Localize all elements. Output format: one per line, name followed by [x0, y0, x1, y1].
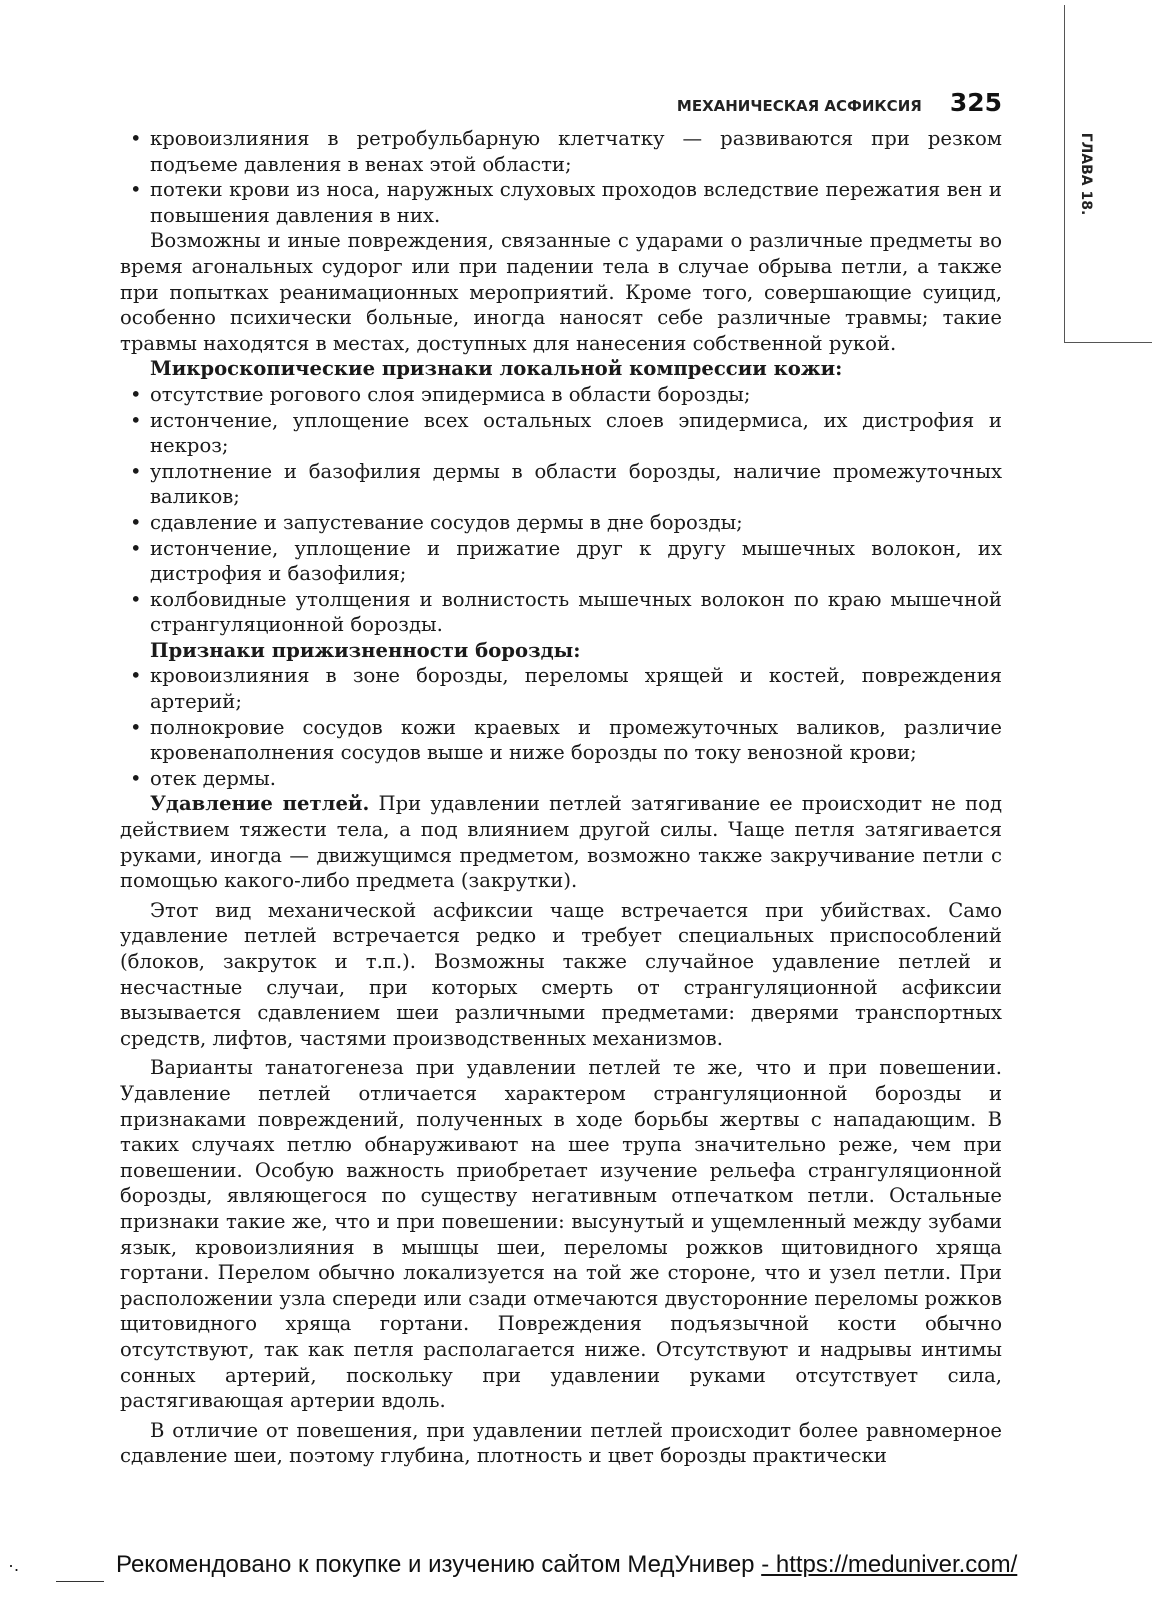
- list-item: • потеки крови из носа, наружных слуховых проходов вследствие пережатия вен и повышения давления в них.: [120, 177, 1002, 228]
- footer-marks: ·.: [8, 1555, 19, 1575]
- footer-recommendation: Рекомендовано к покупке и изучению сайтом МедУнивер: [116, 1551, 755, 1578]
- paragraph-difference-from-hanging: В отличие от повешения, при удавлении петлей происходит более равномерное сдавление шеи, поэтому глубина, плотность и цвет борозды практически: [120, 1418, 1002, 1468]
- page-body: [120, 126, 1002, 1469]
- paragraph-homicide-cases: Этот вид механической асфиксии чаще встречается при убийствах. Само удавление петлей встречается редко и требует специальных приспособлений (блоков, закруток и т.п.). Возможны также случайное удавление петлей и несчастные случаи, при которых смерть от странгуляционной асфиксии вызывается сдавлением шеи различными предметами: дверями транспортных средств, лифтов, частями производственных механизмов.: [120, 898, 1002, 1050]
- list-item: • сдавление и запустевание сосудов дермы в дне борозды;: [120, 510, 1002, 536]
- running-header-title: МЕХАНИЧЕСКАЯ АСФИКСИЯ: [676, 97, 922, 115]
- list-item: • отсутствие рогового слоя эпидермиса в области борозды;: [120, 382, 1002, 408]
- list-item: • колбовидные утолщения и волнистость мышечных волокон по краю мышечной странгуляционной борозды.: [120, 587, 1002, 638]
- list-item: • уплотнение и базофилия дермы в области борозды, наличие промежуточных валиков;: [120, 459, 1002, 510]
- bullet-list-bleeding: [120, 126, 1002, 228]
- footer-rule: [56, 1581, 104, 1582]
- footer-link[interactable]: - https://meduniver.com/: [761, 1551, 1018, 1578]
- list-item: • отек дермы.: [120, 766, 1002, 792]
- chapter-side-tab: [1072, 128, 1100, 228]
- list-item: • кровоизлияния в зоне борозды, переломы хрящей и костей, повреждения артерий;: [120, 663, 1002, 714]
- bullet-list-microscopic-signs: [120, 382, 1002, 638]
- side-tab-rule-horizontal: [1064, 342, 1152, 343]
- list-item: • истончение, уплощение всех остальных слоев эпидермиса, их дистрофия и некроз;: [120, 408, 1002, 459]
- footer-text: [116, 1551, 1017, 1579]
- subheading-microscopic-signs: Микроскопические признаки локальной компрессии кожи:: [150, 357, 843, 381]
- paragraph-text: При удавлении петлей затягивание ее происходит не под действием тяжести тела, а под влиянием другой силы. Чаще петля затягивается руками, иногда — движущимся предметом, возможно также закручивание петли с помощью какого-либо предмета (закрутки).: [120, 792, 1003, 893]
- page-number: 325: [949, 88, 1002, 117]
- paragraph-ligature-strangulation: [120, 791, 1002, 893]
- side-tab-rule-vertical: [1064, 5, 1065, 342]
- paragraph-other-injuries: Возможны и иные повреждения, связанные с ударами о различные предметы во время агональных судорог или при падении тела в случае обрыва петли, а также при попытках реанимационных мероприятий. Кроме того, совершающие суицид, особенно психически больные, иногда наносят себе различные травмы; такие травмы находятся в местах, доступных для нанесения собственной рукой.: [120, 229, 1002, 355]
- list-item: • кровоизлияния в ретробульбарную клетчатку — развиваются при резком подъеме давления в венах этой области;: [120, 126, 1002, 177]
- list-item: • истончение, уплощение и прижатие друг к другу мышечных волокон, их дистрофия и базофилия;: [120, 536, 1002, 587]
- bullet-list-vital-signs: [120, 663, 1002, 791]
- running-header: [677, 88, 1002, 117]
- subheading-vital-signs: Признаки прижизненности борозды:: [150, 638, 581, 662]
- list-item: • полнокровие сосудов кожи краевых и промежуточных валиков, различие кровенаполнения сосудов выше и ниже борозды по току венозной крови;: [120, 715, 1002, 766]
- paragraph-thanatogenesis: Варианты танатогенеза при удавлении петлей те же, что и при повешении. Удавление петлей отличается характером странгуляционной борозды и признаками повреждений, полученных в ходе борьбы жертвы с нападающим. В таких случаях петлю обнаруживают на шее трупа значительно реже, чем при повешении. Особую важность приобретает изучение рельефа странгуляционной борозды, являющегося по существу негативным отпечатком петли. Остальные признаки такие же, что и при повешении: высунутый и ущемленный между зубами язык, кровоизлияния в мышцы шеи, переломы рожков щитовидного хряща гортани. Перелом обычно локализуется на той же стороне, что и узел петли. При расположении узла спереди или сзади отмечаются двусторонние переломы рожков щитовидного хряща гортани. Повреждения подъязычной кости обычно отсутствуют, так как петля располагается ниже. Отсутствуют и надрывы интимы сонных артерий, поскольку при удавлении руками отсутствует сила, растягивающая артерии вдоль.: [120, 1056, 1002, 1413]
- run-in-heading: Удавление петлей.: [150, 792, 370, 816]
- chapter-side-tab-label: ГЛАВА 18.: [1078, 132, 1094, 216]
